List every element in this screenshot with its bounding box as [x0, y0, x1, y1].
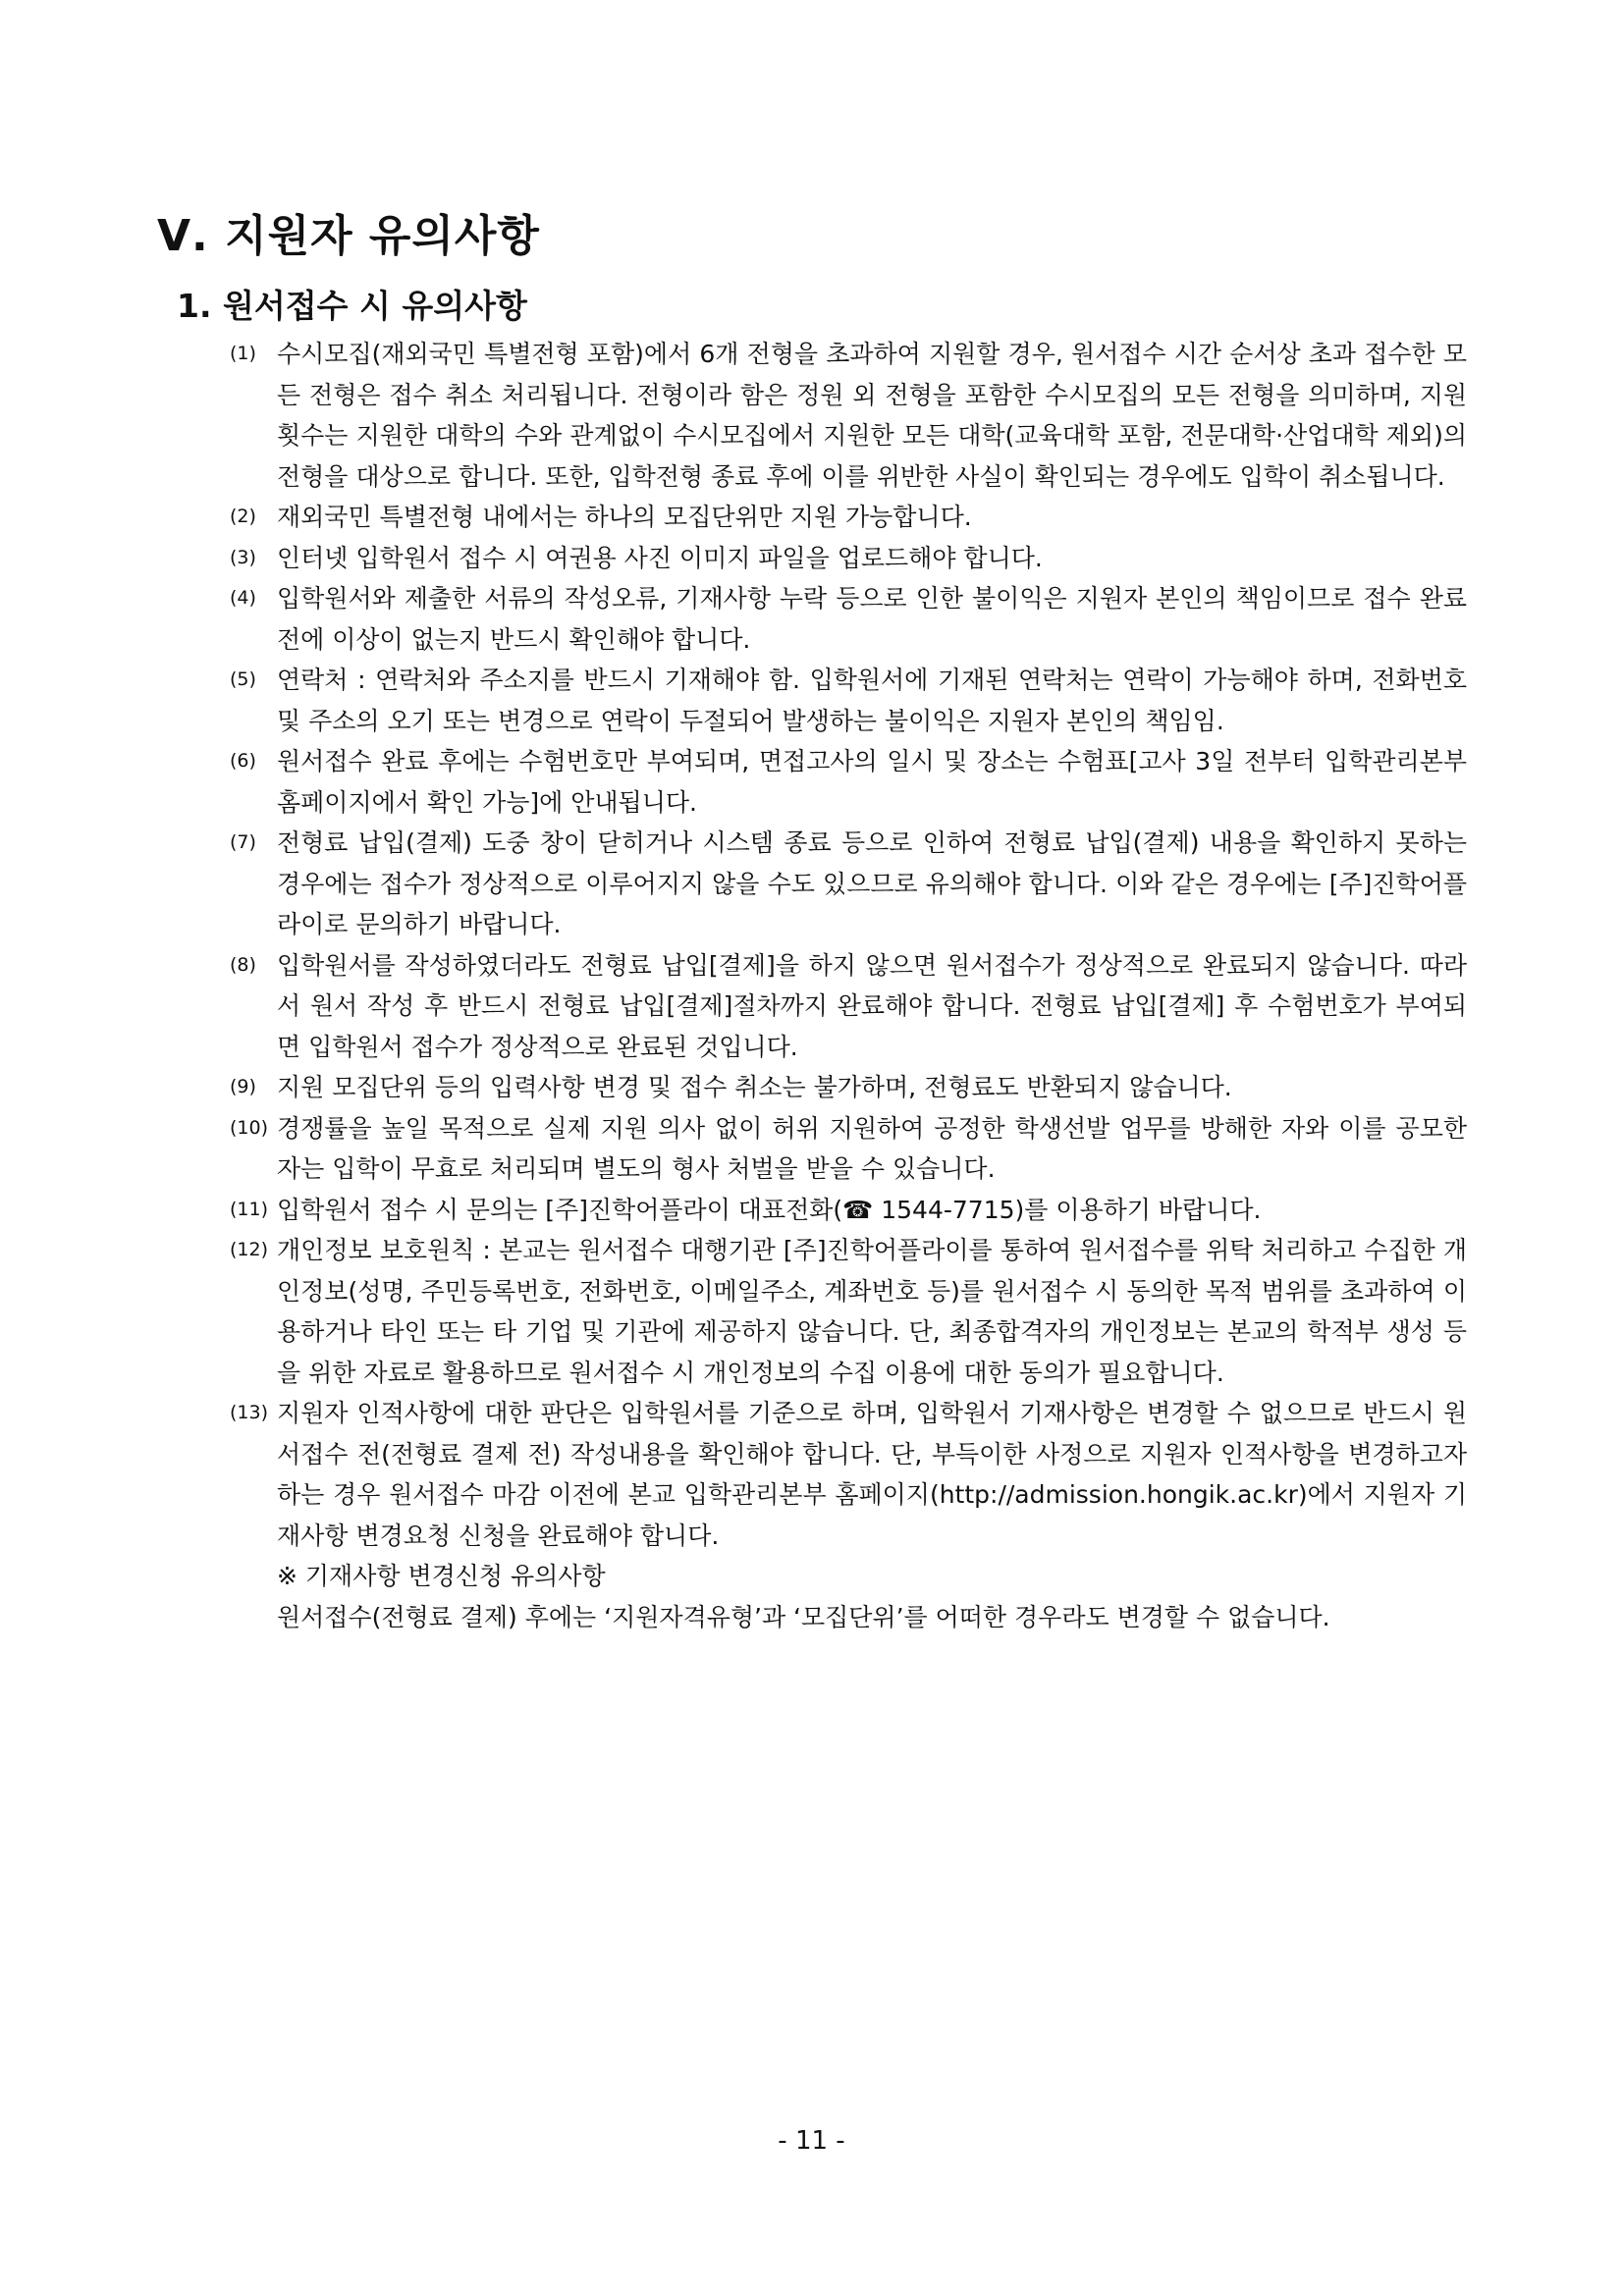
item-text: 개인정보 보호원칙 : 본교는 원서접수 대행기관 [주]진학어플라이를 통하여 원서접수를 위탁 처리하고 수집한 개인정보(성명, 주민등록번호, 전화번호, 이메일주소, 계좌번호 등)를 원서접수 시 동의한 목적 범위를 초과하여 이용하거나 타인 또는 타 기업 및 기관에 제공하지 않습니다. 단, 최종합격자의 개인정보는 본교의 학적부 생성 등을 위한 자료로 활용하므로 원서접수 시 개인정보의 수집 이용에 대한 동의가 필요합니다. [277, 1236, 1467, 1387]
notice-item-10 [230, 1108, 1467, 1190]
notice-item-13 [230, 1393, 1467, 1637]
item-number: (10) [230, 1116, 269, 1139]
chapter-title: Ⅴ. 지원자 유의사항 [157, 211, 540, 261]
item-number: (12) [230, 1239, 269, 1260]
item-text: 재외국민 특별전형 내에서는 하나의 모집단위만 지원 가능합니다. [277, 503, 972, 531]
item-number: (8) [230, 953, 256, 976]
note-title: ※ 기재사항 변경신청 유의사항 [277, 1562, 606, 1590]
item-number: (13) [230, 1402, 269, 1423]
notice-item-9 [230, 1067, 1467, 1108]
item-text: 입학원서를 작성하였더라도 전형료 납입[결제]을 하지 않으면 원서접수가 정상적으로 완료되지 않습니다. 따라서 원서 작성 후 반드시 전형료 납입[결제]절차까지 완료해야 합니다. 전형료 납입[결제] 후 수험번호가 부여되면 입학원서 접수가 정상적으로 완료된 것입니다. [277, 950, 1467, 1061]
item-number: (3) [230, 546, 256, 568]
item-number: (6) [230, 750, 256, 772]
notice-item-1 [230, 334, 1467, 497]
item-number: (1) [230, 343, 256, 364]
item-text: 경쟁률을 높일 목적으로 실제 지원 의사 없이 허위 지원하여 공정한 학생선발 업무를 방해한 자와 이를 공모한 자는 입학이 무효로 처리되며 별도의 형사 처벌을 받을 수 있습니다. [277, 1113, 1467, 1183]
item-text: 원서접수 완료 후에는 수험번호만 부여되며, 면접고사의 일시 및 장소는 수험표[고사 3일 전부터 입학관리본부 홈페이지에서 확인 가능]에 안내됩니다. [277, 747, 1467, 817]
notice-item-11 [230, 1190, 1467, 1231]
notice-item-6 [230, 741, 1467, 823]
item-number: (11) [230, 1198, 269, 1220]
notice-item-4 [230, 578, 1467, 660]
item-text: 전형료 납입(결제) 도중 창이 닫히거나 시스템 종료 등으로 인하여 전형료 납입(결제) 내용을 확인하지 못하는 경우에는 접수가 정상적으로 이루어지지 않을 수도 있으므로 유의해야 합니다. 이와 같은 경우에는 [주]진학어플라이로 문의하기 바랍니다. [277, 828, 1467, 938]
item-text: 연락처 : 연락처와 주소지를 반드시 기재해야 함. 입학원서에 기재된 연락처는 연락이 가능해야 하며, 전화번호 및 주소의 오기 또는 변경으로 연락이 두절되어 발생하는 불이익은 지원자 본인의 책임임. [277, 666, 1467, 735]
notice-item-2 [230, 497, 1467, 538]
item-number: (5) [230, 668, 256, 690]
item-number: (9) [230, 1076, 256, 1097]
item-text: 인터넷 입학원서 접수 시 여권용 사진 이미지 파일을 업로드해야 합니다. [277, 543, 1043, 572]
notice-item-5 [230, 660, 1467, 741]
page-number: - 11 - [778, 2126, 845, 2156]
item-text: 수시모집(재외국민 특별전형 포함)에서 6개 전형을 초과하여 지원할 경우, 원서접수 시간 순서상 초과 접수한 모든 전형은 접수 취소 처리됩니다. 전형이라 함은 정원 외 전형을 포함한 수시모집의 모든 전형을 의미하며, 지원 횟수는 지원한 대학의 수와 관계없이 수시모집에서 지원한 모든 대학(교육대학 포함, 전문대학·산업대학 제외)의 전형을 대상으로 합니다. 또한, 입학전형 종료 후에 이를 위반한 사실이 확인되는 경우에도 입학이 취소됩니다. [277, 340, 1467, 491]
item-text: 입학원서 접수 시 문의는 [주]진학어플라이 대표전화(☎ 1544-7715)를 이용하기 바랍니다. [277, 1195, 1262, 1224]
item-number: (2) [230, 506, 256, 527]
notice-list [230, 334, 1467, 1637]
notice-item-8 [230, 945, 1467, 1068]
notice-item-3 [230, 538, 1467, 579]
section-title: 1. 원서접수 시 유의사항 [177, 287, 527, 325]
item-number: (4) [230, 587, 256, 609]
item-text: 입학원서와 제출한 서류의 작성오류, 기재사항 누락 등으로 인한 불이익은 지원자 본인의 책임이므로 접수 완료 전에 이상이 없는지 반드시 확인해야 합니다. [277, 584, 1467, 654]
item-text: 지원자 인적사항에 대한 판단은 입학원서를 기준으로 하며, 입학원서 기재사항은 변경할 수 없으므로 반드시 원서접수 전(전형료 결제 전) 작성내용을 확인해야 합니다. 단, 부득이한 사정으로 지원자 인적사항을 변경하고자 하는 경우 원서접수 마감 이전에 본교 입학관리본부 홈페이지(http://admission.hongik.ac.kr)에서 지원자 기재사항 변경요청 신청을 완료해야 합니다. [277, 1399, 1467, 1550]
notice-item-7 [230, 823, 1467, 945]
note-text: 원서접수(전형료 결제) 후에는 ‘지원자격유형’과 ‘모집단위’를 어떠한 경우라도 변경할 수 없습니다. [277, 1602, 1330, 1631]
notice-item-12 [230, 1230, 1467, 1393]
item-number: (7) [230, 831, 256, 853]
item-text: 지원 모집단위 등의 입력사항 변경 및 접수 취소는 불가하며, 전형료도 반환되지 않습니다. [277, 1073, 1232, 1101]
